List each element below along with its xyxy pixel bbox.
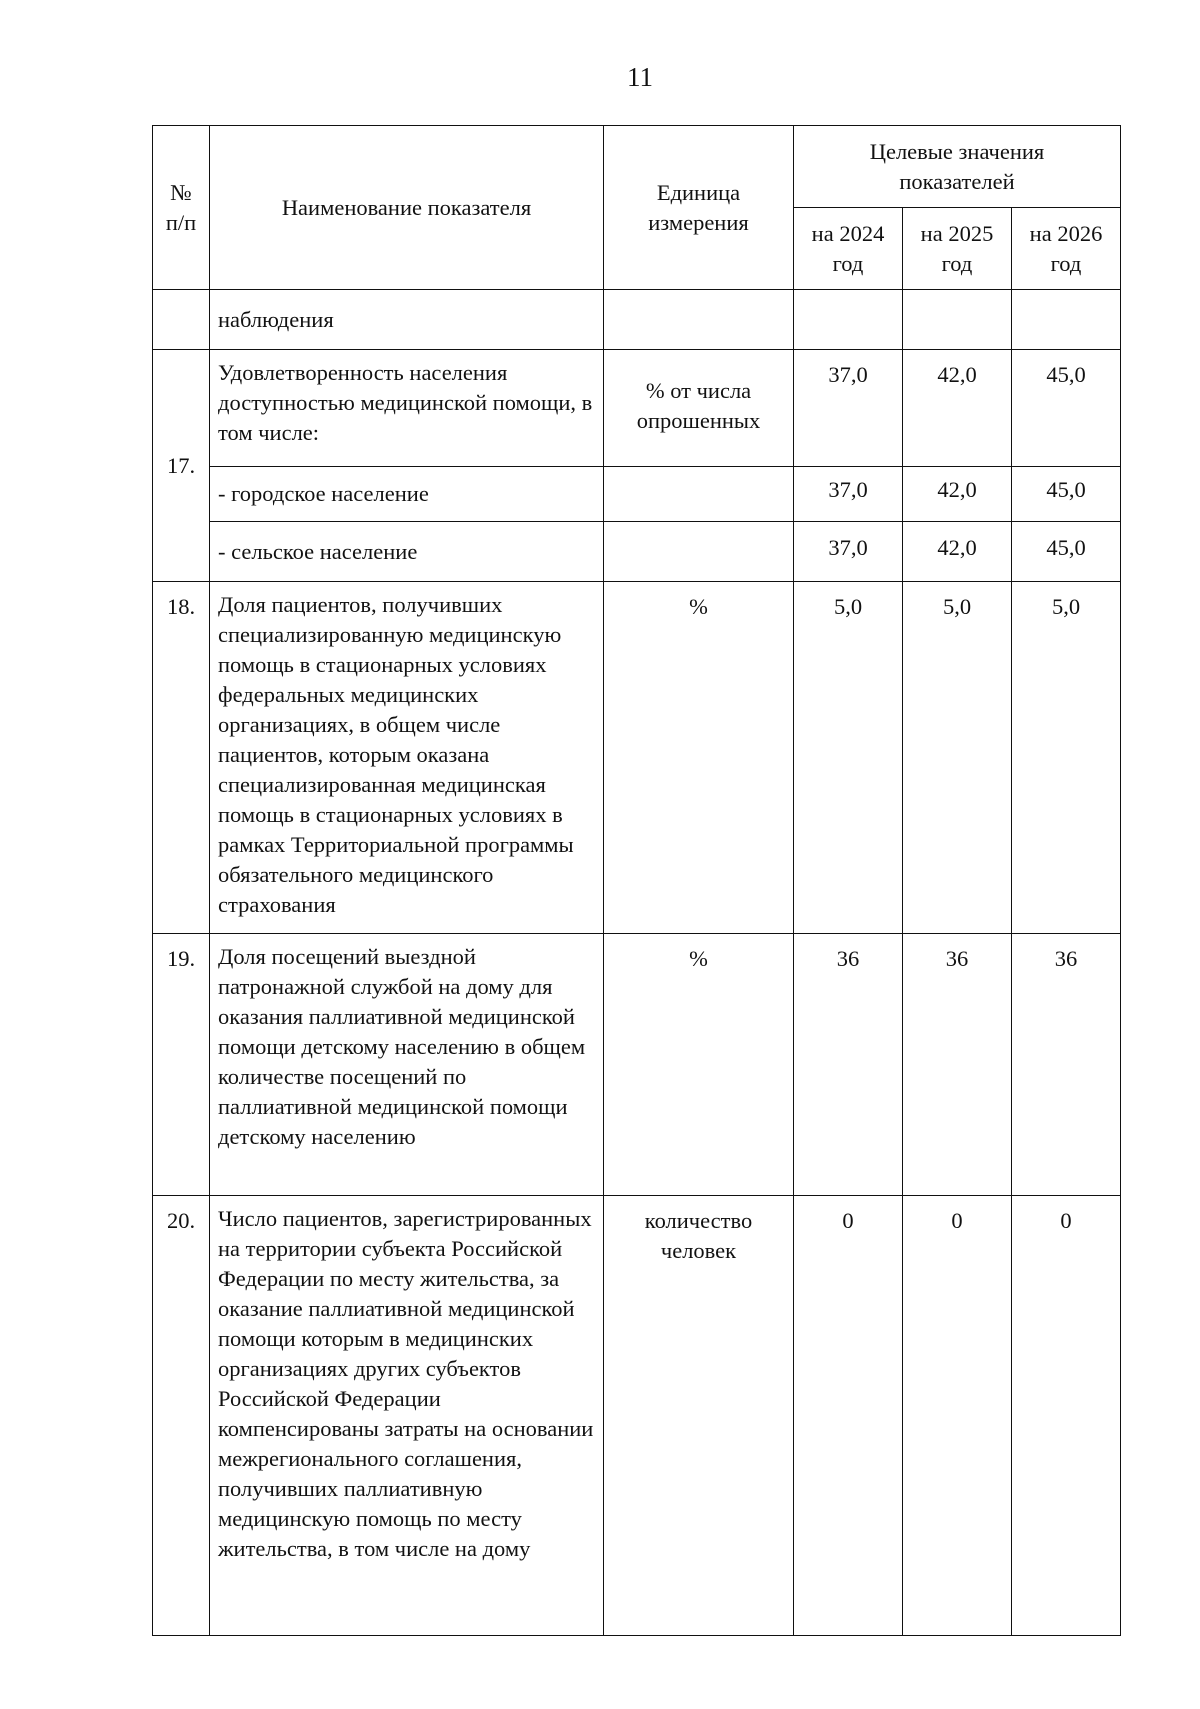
table-row bbox=[153, 582, 1121, 934]
row-value-2026: 36 bbox=[1012, 934, 1121, 1196]
row-number: 18. bbox=[153, 582, 210, 934]
row-value-2025: 36 bbox=[903, 934, 1012, 1196]
row-name: Доля посещений выездной патронажной службой на дому для оказания паллиативной медицинской помощи детскому населению в общем количестве посещений по паллиативной медицинской помощи детскому населению bbox=[210, 934, 604, 1196]
row-value-2025: 42,0 bbox=[903, 467, 1012, 522]
row-name: наблюдения bbox=[210, 290, 604, 350]
row-value-2026: 5,0 bbox=[1012, 582, 1121, 934]
row-name: - сельское население bbox=[210, 522, 604, 582]
row-value-2024: 37,0 bbox=[794, 522, 903, 582]
row-value-2026: 0 bbox=[1012, 1196, 1121, 1636]
header-year-2024: на 2024 год bbox=[794, 208, 903, 290]
row-number: 20. bbox=[153, 1196, 210, 1636]
header-year-2026: на 2026 год bbox=[1012, 208, 1121, 290]
page-number: 11 bbox=[627, 62, 653, 92]
row-value-2025 bbox=[903, 290, 1012, 350]
row-unit: % от числа опрошенных bbox=[604, 350, 794, 467]
header-target-values: Целевые значения показателей bbox=[794, 126, 1121, 208]
row-unit bbox=[604, 522, 794, 582]
table-row bbox=[153, 350, 1121, 467]
row-unit: % bbox=[604, 934, 794, 1196]
header-year-2025: на 2025 год bbox=[903, 208, 1012, 290]
header-indicator-name: Наименование показателя bbox=[210, 126, 604, 290]
row-value-2024: 5,0 bbox=[794, 582, 903, 934]
row-name: Удовлетворенность населения доступностью медицинской помощи, в том числе: bbox=[210, 350, 604, 467]
row-value-2026: 45,0 bbox=[1012, 522, 1121, 582]
row-value-2026: 45,0 bbox=[1012, 467, 1121, 522]
row-unit: количество человек bbox=[604, 1196, 794, 1636]
row-value-2025: 42,0 bbox=[903, 522, 1012, 582]
table-row bbox=[153, 522, 1121, 582]
row-value-2026 bbox=[1012, 290, 1121, 350]
row-name: Доля пациентов, получивших специализированную медицинскую помощь в стационарных условиях федеральных медицинских организациях, в общем числе пациентов, которым оказана специализированная медицинская помощь в стационарных условиях в рамках Территориальной программы обязательного медицинского страхования bbox=[210, 582, 604, 934]
row-value-2025: 42,0 bbox=[903, 350, 1012, 467]
row-value-2025: 0 bbox=[903, 1196, 1012, 1636]
row-value-2024 bbox=[794, 290, 903, 350]
row-name: Число пациентов, зарегистрированных на территории субъекта Российской Федерации по месту жительства, за оказание паллиативной медицинской помощи которым в медицинских организациях других субъектов Российской Федерации компенсированы затраты на основании межрегионального соглашения, получивших паллиативную медицинскую помощь по месту жительства, в том числе на дому bbox=[210, 1196, 604, 1636]
row-value-2025: 5,0 bbox=[903, 582, 1012, 934]
row-value-2024: 36 bbox=[794, 934, 903, 1196]
row-value-2026: 45,0 bbox=[1012, 350, 1121, 467]
header-number: № п/п bbox=[153, 126, 210, 290]
row-unit bbox=[604, 290, 794, 350]
row-number: 19. bbox=[153, 934, 210, 1196]
table-row bbox=[153, 934, 1121, 1196]
table-row bbox=[153, 1196, 1121, 1636]
table-row bbox=[153, 290, 1121, 350]
row-value-2024: 37,0 bbox=[794, 467, 903, 522]
row-number: 17. bbox=[153, 350, 210, 582]
row-name: - городское население bbox=[210, 467, 604, 522]
row-unit: % bbox=[604, 582, 794, 934]
row-value-2024: 37,0 bbox=[794, 350, 903, 467]
row-number bbox=[153, 290, 210, 350]
row-unit bbox=[604, 467, 794, 522]
indicators-table bbox=[152, 125, 1121, 1636]
row-value-2024: 0 bbox=[794, 1196, 903, 1636]
table-row bbox=[153, 467, 1121, 522]
header-unit: Единица измерения bbox=[604, 126, 794, 290]
